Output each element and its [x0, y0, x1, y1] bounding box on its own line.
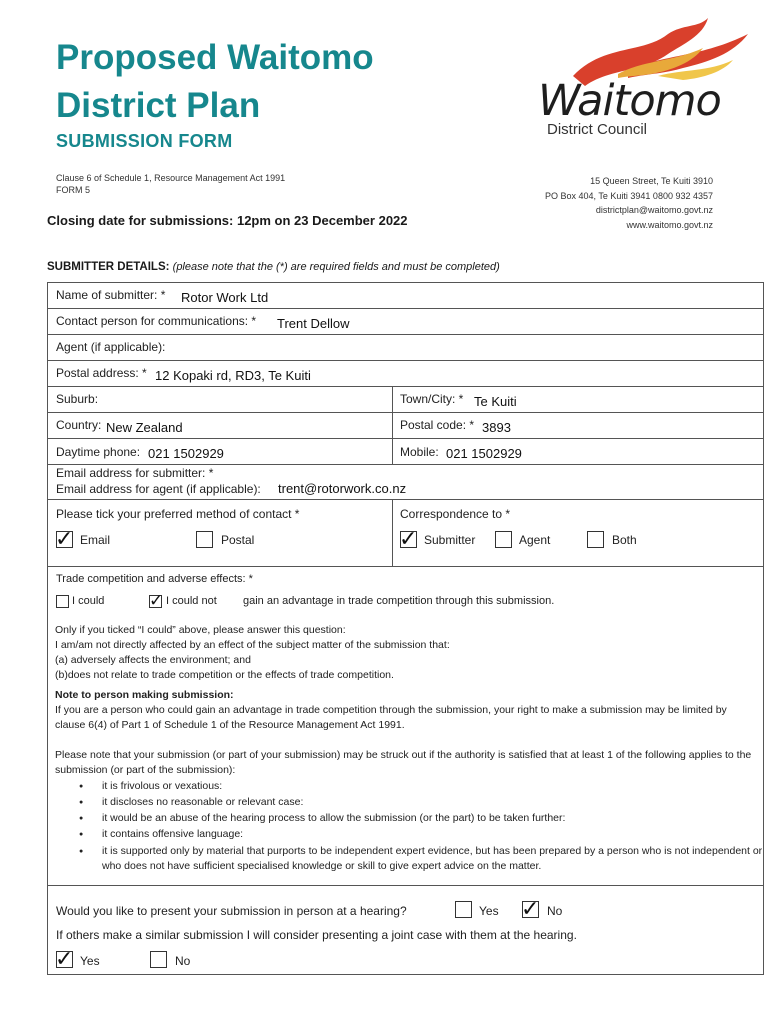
check-icon: ✓ [521, 896, 540, 921]
check-icon: ✓ [399, 526, 418, 551]
joint-no-label: No [175, 954, 191, 968]
clause-text: Clause 6 of Schedule 1, Resource Management Act 1991 [56, 173, 286, 183]
divider [47, 386, 764, 387]
struck-out-text: Please note that your submission (or part of your submission) may be struck out if the authority is satisfied that at least 1 of the following applies to the submission (or part of the submission): [55, 749, 752, 776]
hearing-yes-label: Yes [479, 904, 499, 918]
column-divider [392, 386, 393, 464]
joint-yes-label: Yes [80, 954, 100, 968]
contact-label: Contact person for communications: * [56, 314, 257, 328]
check-icon: ✓ [55, 526, 74, 551]
divider [47, 360, 764, 361]
postal-option-label: Postal [221, 533, 255, 547]
agent-option-label: Agent [519, 533, 551, 547]
form-subtitle: SUBMISSION FORM [56, 131, 233, 151]
divider [47, 412, 764, 413]
correspondence-label: Correspondence to * [400, 507, 511, 521]
divider [47, 885, 764, 886]
could-not-option-label: I could not [166, 595, 217, 607]
note-block [55, 688, 755, 733]
submitter-option-label: Submitter [424, 533, 476, 547]
name-field[interactable]: Rotor Work Ltd [181, 290, 269, 305]
list-item: ● it discloses no reasonable or relevant case: [102, 795, 770, 810]
email-option-label: Email [80, 533, 111, 547]
phone-field[interactable]: 021 1502929 [148, 446, 224, 461]
council-logo-word: Waitomo [538, 76, 721, 126]
only-if-text: Only if you ticked “I could” above, please answer this question: [55, 624, 346, 636]
condition-a: (a) adversely affects the environment; and [55, 654, 251, 666]
column-divider [392, 499, 393, 566]
postal-label: Postal address: * [56, 366, 147, 380]
postal-field[interactable]: 12 Kopaki rd, RD3, Te Kuiti [155, 368, 311, 383]
both-option-label: Both [612, 533, 637, 547]
council-address [545, 174, 713, 232]
note-heading: Note to person making submission: [55, 689, 234, 701]
postal-checkbox[interactable] [196, 531, 213, 548]
form-number: FORM 5 [56, 185, 91, 195]
divider [47, 499, 764, 500]
phone-label: Daytime phone: [56, 445, 141, 459]
agent-checkbox[interactable] [495, 531, 512, 548]
could-option-label: I could [72, 595, 105, 607]
email-agent-label: Email address for agent (if applicable): [56, 482, 261, 496]
suburb-label: Suburb: [56, 392, 99, 406]
country-field[interactable]: New Zealand [106, 420, 183, 435]
list-item: ● it would be an abuse of the hearing process to allow the submission (or the part) to be taken further: [102, 811, 770, 826]
divider [47, 464, 764, 465]
could-checkbox[interactable] [56, 595, 69, 608]
details-note: (please note that the (*) are required fields and must be completed) [172, 261, 500, 273]
address-line: 15 Queen Street, Te Kuiti 3910 [590, 176, 713, 186]
affected-text: I am/am not directly affected by an effect of the subject matter of the submission that: [55, 639, 450, 651]
list-item: ● it is frivolous or vexatious: [102, 779, 770, 794]
address-line: districtplan@waitomo.govt.nz [595, 205, 713, 215]
agent-label: Agent (if applicable): [56, 340, 166, 354]
page-title: Proposed Waitomo District Plan [56, 38, 374, 125]
gain-text: gain an advantage in trade competition through this submission. [243, 595, 555, 607]
trade-label: Trade competition and adverse effects: * [56, 573, 253, 585]
town-field[interactable]: Te Kuiti [474, 394, 517, 409]
divider [47, 334, 764, 335]
address-line: PO Box 404, Te Kuiti 3941 0800 932 4357 [545, 190, 713, 201]
contact-field[interactable]: Trent Dellow [277, 316, 350, 331]
divider [47, 566, 764, 567]
check-icon: ✓ [55, 946, 74, 971]
postcode-field[interactable]: 3893 [482, 420, 511, 435]
trade-question-block [55, 623, 755, 683]
mobile-label: Mobile: [400, 445, 439, 459]
hearing-yes-checkbox[interactable] [455, 901, 472, 918]
country-label: Country: [56, 418, 102, 432]
strike-out-reasons [55, 779, 770, 875]
joint-no-checkbox[interactable] [150, 951, 167, 968]
divider [47, 308, 764, 309]
joint-case-text: If others make a similar submission I will consider presenting a joint case with them at the hearing. [56, 928, 577, 942]
town-label: Town/City: * [400, 392, 464, 406]
contact-method-label: Please tick your preferred method of contact * [56, 507, 300, 521]
check-icon: ✓ [149, 591, 164, 610]
condition-b: (b)does not relate to trade competition or the effects of trade competition. [55, 669, 394, 681]
both-checkbox[interactable] [587, 531, 604, 548]
council-logo-sub: District Council [547, 121, 648, 138]
hearing-question: Would you like to present your submission in person at a hearing? [56, 904, 407, 918]
divider [47, 438, 764, 439]
details-heading-text: SUBMITTER DETAILS: [47, 261, 170, 273]
list-item: ● it contains offensive language: [102, 827, 770, 842]
address-line: www.waitomo.govt.nz [626, 219, 713, 230]
note-text: If you are a person who could gain an advantage in trade competition through the submission, your right to make a submission may be limited by clause 6(4) of Part 1 of Schedule 1 of the Resource Management Act 1991. [55, 704, 727, 731]
email-field[interactable]: trent@rotorwork.co.nz [278, 481, 407, 496]
name-label: Name of submitter: * [56, 288, 166, 302]
closing-date: Closing date for submissions: 12pm on 23 December 2022 [47, 213, 408, 228]
list-item: ● it is supported only by material that purports to be independent expert evidence, but has been prepared by a person who is not independent or who does not have sufficient specialised knowledge or skill to give expert advice on the matter. [102, 844, 770, 874]
postcode-label: Postal code: * [400, 418, 475, 432]
submitter-details-heading [47, 261, 500, 273]
mobile-field[interactable]: 021 1502929 [446, 446, 522, 461]
hearing-no-label: No [547, 904, 563, 918]
email-submitter-label: Email address for submitter: * [56, 466, 214, 480]
